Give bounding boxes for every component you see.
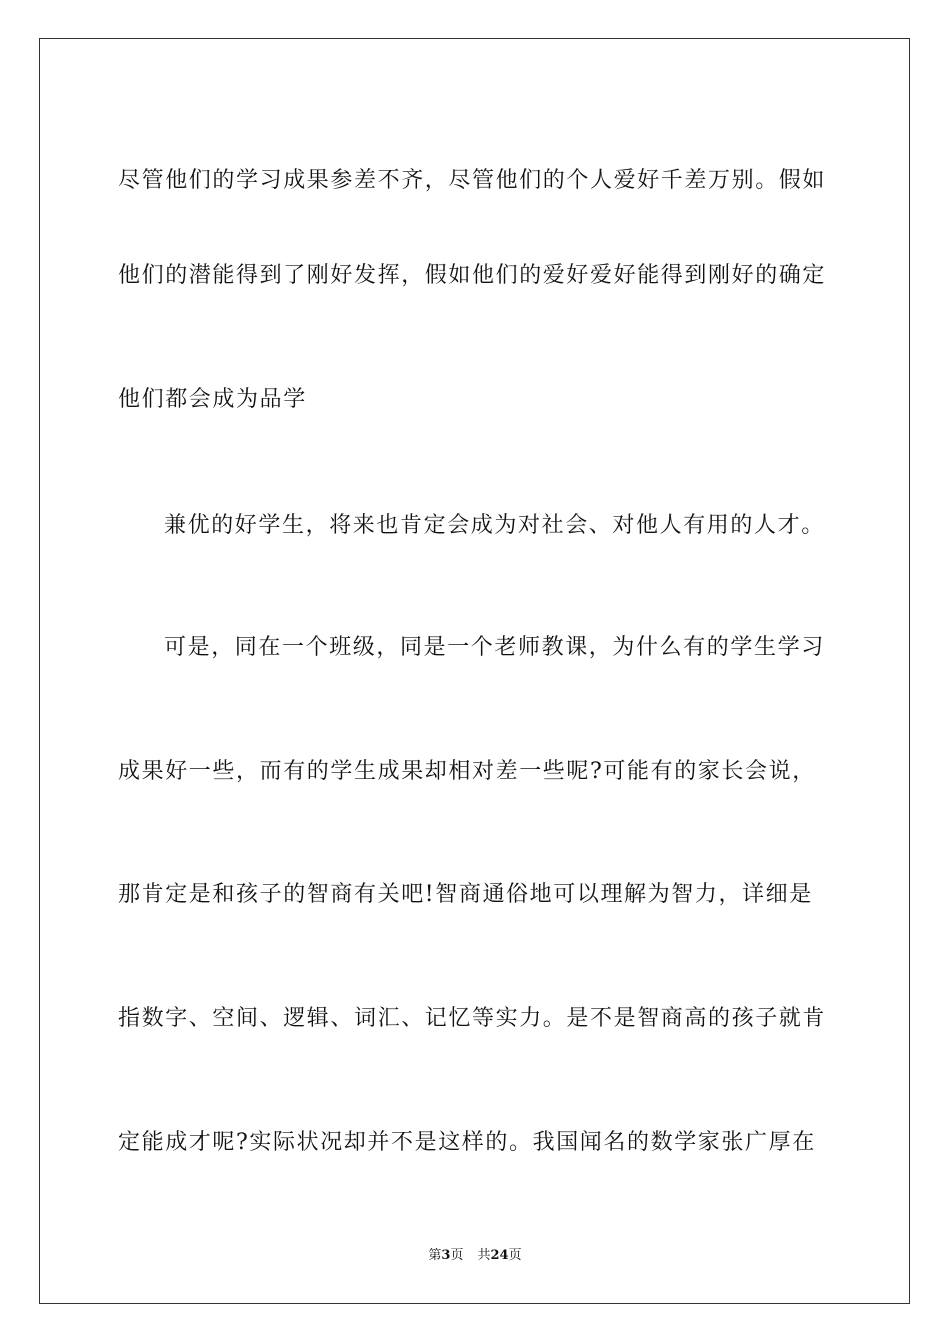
body-line-8: 指数字、空间、逻辑、词汇、记忆等实力。是不是智商高的孩子就肯 [118, 1006, 827, 1031]
page-prefix: 第 [428, 1248, 442, 1263]
body-line-2: 他们的潜能得到了刚好发挥，假如他们的爱好爱好能得到刚好的确定 [118, 263, 827, 288]
body-line-9: 定能成才呢?实际状况却并不是这样的。我国闻名的数学家张广厚在 [118, 1130, 816, 1155]
body-line-6: 成果好一些，而有的学生成果却相对差一些呢?可能有的家长会说， [118, 759, 816, 784]
total-suffix: 页 [508, 1248, 522, 1263]
total-pages: 24 [490, 1248, 509, 1263]
total-prefix: 共 [477, 1248, 491, 1263]
page-number: 3 [441, 1248, 451, 1263]
page-frame [39, 38, 910, 1304]
page-suffix: 页 [450, 1248, 464, 1263]
body-line-3: 他们都会成为品学 [118, 387, 307, 412]
body-line-4: 兼优的好学生，将来也肯定会成为对社会、对他人有用的人才。 [164, 513, 825, 538]
body-line-5: 可是，同在一个班级，同是一个老师教课，为什么有的学生学习 [164, 635, 825, 660]
body-line-7: 那肯定是和孩子的智商有关吧!智商通俗地可以理解为智力，详细是 [118, 882, 813, 907]
body-line-1: 尽管他们的学习成果参差不齐，尽管他们的个人爱好千差万别。假如 [118, 168, 827, 193]
page-footer [0, 1247, 950, 1265]
